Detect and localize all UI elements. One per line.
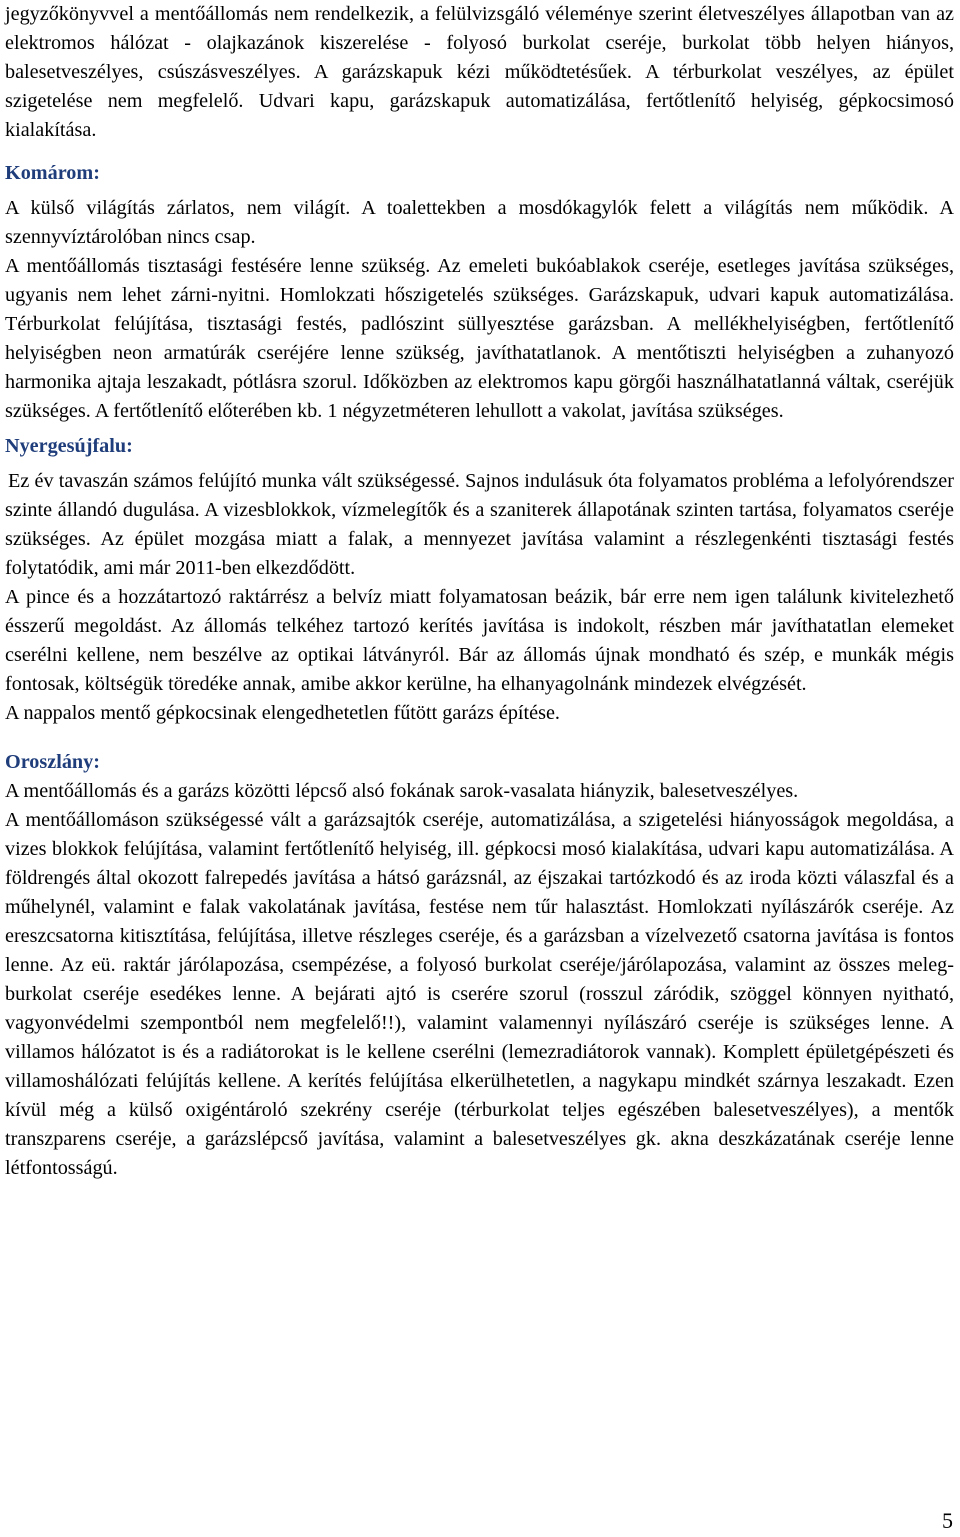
nyergesujfalu-paragraph-1: Ez év tavaszán számos felújító munka vált szükségessé. Sajnos indulásuk óta folyamatos probléma a lefolyórendszer szinte állandó dugulása. A vizesblokkok, vízmelegítők és a szaniterek állapotának szinten tartása, folyamatos cseréje szükséges. Az épület mozgása miatt a falak, a mennyezet javítása valamint a részlegenkénti tisztasági festés folytatódik, ami már 2011-ben elkezdődött. [5, 470, 954, 579]
page-number: 5 [942, 1508, 953, 1533]
komarom-paragraph-1: A külső világítás zárlatos, nem világít. A toalettekben a mosdókagylók felett a világítás nem működik. A szennyvíztárolóban nincs csap. [5, 197, 954, 248]
section-heading-nyergesujfalu: Nyergesújfalu: [5, 435, 133, 457]
komarom-paragraph-2: A mentőállomás tisztasági festésére lenne szükség. Az emeleti bukóablakok cseréje, esetleges javítása szükséges, ugyanis nem lehet zárni-nyitni. Homlokzati hőszigetelés szükséges. Garázskapuk, udvari kapuk automatizálása. Térburkolat felújítása, tisztasági festés, padlószint süllyesztése garázsban. A mellékhelyiségben, fertőtlenítő helyiségben neon armatúrák cseréjére lenne szükség, javíthatatlanok. A mentőtiszti helyiségben a zuhanyozó harmonika ajtaja leszakadt, pótlásra szorul. Időközben az elektromos kapu görgői használhatatlanná váltak, cseréjük szükséges. A fertőtlenítő előterében kb. 1 négyzetméteren lehullott a vakolat, javítása szükséges. [5, 255, 954, 422]
spacer [5, 145, 954, 159]
oroszlany-paragraph-2: A mentőállomáson szükségessé vált a garázsajtók cseréje, automatizálása, a szigetelési hiányosságok megoldása, a vizes blokkok felújítása, valamint fertőtlenítő helyiség, ill. gépkocsi mosó kialakítása, udvari kapu automatizálása. A földrengés által okozott falrepedés javítása a hátsó garázsnál, az éjszakai tartózkodó és az iroda közti válaszfal és a műhelynél, valamint e falak vakolatának javítása, festése nem tűr halasztást. Homlokzati nyílászárók cseréje. Az ereszcsatorna kitisztítása, felújítása, illetve részleges cseréje, és a garázsban a vízelvezető csatorna javítása is fontos lenne. Az eü. raktár járólapozása, csempézése, a folyosó burkolat cseréje/járólapozása, valamint az összes meleg-burkolat cseréje esedékes lenne. A bejárati ajtó is cserére szorul (rosszul záródik, szöggel könnyen nyitható, vagyonvédelmi szempontból nem megfelelő!!), valamint valamennyi nyílászáró cseréje is szükséges lenne. A villamos hálózatot is és a radiátorokat is le kellene cserélni (lemezradiátorok vannak). Komplett épületgépészeti és villamoshálózati felújítás kellene. A kerítés felújítása elkerülhetetlen, a nagykapu mindkét szárnya leszakadt. Ezen kívül még a külső oxigéntároló szekrény cseréje (térburkolat teljes egészében balesetveszélyes), a mentők transzparens cseréje, a garázslépcső javítása, valamint a balesetveszélyes gk. akna deszkázatának cseréje lenne létfontosságú. [5, 809, 954, 1179]
section-heading-oroszlany: Oroszlány: [5, 751, 100, 773]
intro-paragraph: jegyzőkönyvvel a mentőállomás nem rendelkezik, a felülvizsgáló véleménye szerint életveszélyes állapotban van az elektromos hálózat - olajkazánok kiszerelése - folyosó burkolat cseréje, burkolat több helyen hiányos, balesetveszélyes, csúszásveszélyes. A garázskapuk kézi működtetésűek. A térburkolat veszélyes, az épület szigetelése nem megfelelő. Udvari kapu, garázskapuk automatizálása, fertőtlenítő helyiség, gépkocsimosó kialakítása. [5, 3, 954, 141]
spacer [5, 728, 954, 748]
oroszlany-paragraph-1: A mentőállomás és a garázs közötti lépcső alsó fokának sarok-vasalata hiányzik, balesetveszélyes. [5, 780, 799, 802]
document-page [5, 0, 954, 1183]
nyergesujfalu-paragraph-2: A pince és a hozzátartozó raktárrész a belvíz miatt folyamatosan beázik, bár erre nem igen találunk kivitelezhető ésszerű megoldást. Az állomás telkéhez tartozó kerítés javítása is indokolt, részben már javíthatatlan elemeket cserélni kellene, nem beszélve az optikai látványról. Bár az állomás újnak mondható és szép, e munkák mégis fontosak, költségük töredéke annak, amibe akkor kerülne, ha elhanyagolnánk mindezek elvégzését. [5, 586, 954, 695]
nyergesujfalu-paragraph-3: A nappalos mentő gépkocsinak elengedhetetlen fűtött garázs építése. [5, 702, 560, 724]
section-heading-komarom: Komárom: [5, 162, 100, 184]
